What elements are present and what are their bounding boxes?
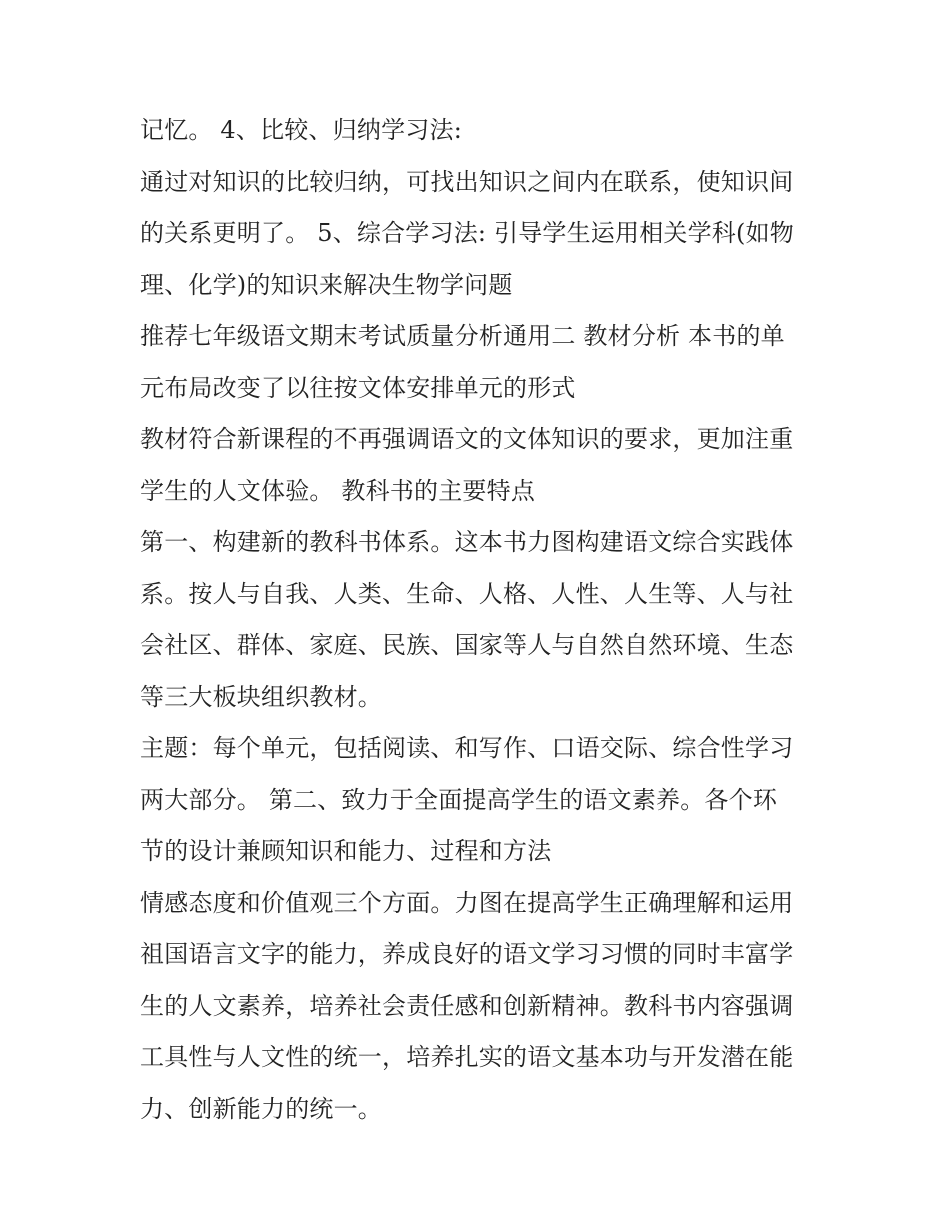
text-line: 理、化学)的知识来解决生物学问题 (140, 270, 513, 299)
text-line: 推荐七年级语文期末考试质量分析通用二 教材分析 本书的单 (140, 322, 785, 350)
text-line: 元布局改变了以往按文体安排单元的形式 (140, 373, 576, 402)
text-line: 生的人文素养，培养社会责任感和创新精神。教科书内容强调 (140, 991, 794, 1020)
text-line: 记忆。 4、比较、归纳学习法: (140, 116, 462, 144)
text-line: 系。按人与自我、人类、生命、人格、人性、人生等、人与社 (140, 579, 794, 608)
text-line: 会社区、群体、家庭、民族、国家等人与自然自然环境、生态 (140, 631, 794, 659)
text-line: 第一、构建新的教科书体系。这本书力图构建语文综合实践体 (140, 528, 794, 556)
text-line: 的关系更明了。 5、综合学习法: 引导学生运用相关学科(如物 (140, 219, 794, 247)
document-body (140, 105, 830, 1135)
text-line: 学生的人文体验。 教科书的主要特点 (140, 476, 536, 505)
text-line: 两大部分。 第二、致力于全面提高学生的语文素养。各个环 (140, 785, 778, 814)
text-line: 主题：每个单元，包括阅读、和写作、口语交际、综合性学习 (140, 734, 794, 762)
text-line: 节的设计兼顾知识和能力、过程和方法 (140, 837, 552, 865)
text-line: 力、创新能力的统一。 (140, 1094, 382, 1123)
text-line: 祖国语言文字的能力，养成良好的语文学习习惯的同时丰富学 (140, 940, 794, 968)
text-line: 教材符合新课程的不再强调语文的文体知识的要求，更加注重 (140, 425, 794, 453)
text-line: 情感态度和价值观三个方面。力图在提高学生正确理解和运用 (140, 888, 794, 917)
text-line: 通过对知识的比较归纳，可找出知识之间内在联系，使知识间 (140, 167, 794, 196)
text-line: 工具性与人文性的统一，培养扎实的语文基本功与开发潜在能 (140, 1043, 794, 1071)
text-line: 等三大板块组织教材。 (140, 682, 382, 711)
